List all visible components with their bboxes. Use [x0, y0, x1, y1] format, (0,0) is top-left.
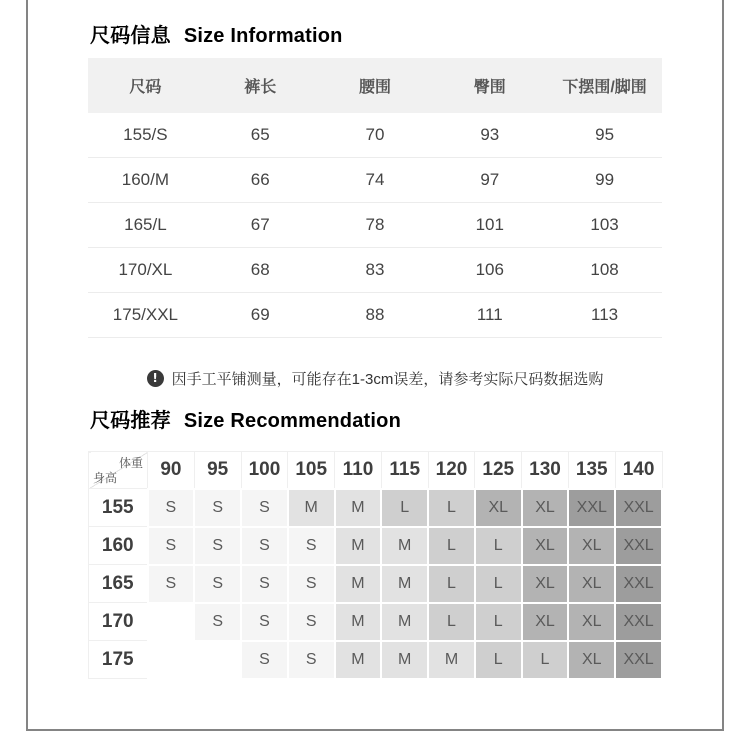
rec-size-cell: S: [194, 565, 241, 603]
size-value-cell: 113: [591, 305, 619, 324]
rec-corner-cell: [89, 452, 148, 489]
rec-size-cell: XXL: [615, 527, 662, 565]
size-value-cell: 74: [365, 170, 385, 189]
rec-size-cell: S: [148, 565, 195, 603]
rec-size-cell: XXL: [615, 565, 662, 603]
rec-size-cell: M: [335, 565, 382, 603]
height-row-header: 160: [89, 527, 148, 565]
weight-col-header: 100: [241, 452, 288, 489]
rec-size-cell: L: [475, 641, 522, 679]
size-value-cell: 68: [250, 260, 270, 279]
weight-col-header: 95: [194, 452, 241, 489]
rec-size-cell: XL: [568, 527, 615, 565]
size-value-cell: 70: [365, 125, 385, 144]
weight-col-header: 140: [615, 452, 662, 489]
height-row-header: 170: [89, 603, 148, 641]
rec-size-cell: L: [428, 565, 475, 603]
height-row-header: 175: [89, 641, 148, 679]
rec-row: [89, 603, 663, 641]
rec-size-cell: XL: [522, 527, 569, 565]
rec-size-cell: XL: [568, 565, 615, 603]
rec-size-cell: S: [288, 603, 335, 641]
weight-col-header: 115: [381, 452, 428, 489]
weight-col-header: 120: [428, 452, 475, 489]
rec-size-cell: M: [335, 489, 382, 527]
rec-size-cell: M: [335, 603, 382, 641]
height-row-header: 155: [89, 489, 148, 527]
table-row: [88, 158, 662, 203]
exclamation-circle-icon: !: [147, 370, 164, 387]
weight-col-header: 125: [475, 452, 522, 489]
weight-axis-label: 体重: [118, 456, 143, 470]
rec-size-cell: XXL: [615, 489, 662, 527]
rec-size-cell: M: [381, 641, 428, 679]
rec-size-cell: S: [288, 527, 335, 565]
rec-size-cell: M: [288, 489, 335, 527]
size-value-cell: 69: [250, 305, 270, 324]
rec-header-row: [89, 452, 663, 489]
size-value-cell: 103: [590, 215, 619, 234]
rec-size-cell: M: [381, 565, 428, 603]
measure-note-text: 因手工平铺测量，可能存在1-3cm误差，请参考实际尺码数据选购: [171, 371, 604, 388]
size-value-cell: 99: [595, 170, 615, 189]
size-table-body: [88, 113, 662, 338]
rec-size-cell: S: [241, 565, 288, 603]
rec-row: [89, 489, 663, 527]
rec-size-cell: S: [288, 565, 335, 603]
rec-size-cell: L: [475, 527, 522, 565]
rec-size-cell: L: [428, 527, 475, 565]
rec-size-cell: S: [241, 603, 288, 641]
size-rec-title: [90, 404, 401, 433]
size-value-cell: 66: [250, 170, 270, 189]
size-value-cell: 106: [475, 260, 504, 279]
height-row-header: 165: [89, 565, 148, 603]
rec-size-cell: S: [241, 527, 288, 565]
rec-size-cell: XL: [522, 565, 569, 603]
size-rec-title-zh: 尺码推荐: [90, 410, 171, 432]
height-axis-label: 身高: [93, 471, 118, 485]
rec-table-body: [89, 489, 663, 679]
size-value-cell: 83: [365, 260, 385, 279]
size-col-header: 下摆围/脚围: [562, 79, 647, 96]
size-value-cell: 78: [365, 215, 385, 234]
size-value-cell: 101: [475, 215, 504, 234]
size-col-header: 裤长: [244, 79, 277, 96]
rec-size-cell: XXL: [568, 489, 615, 527]
rec-size-cell: S: [241, 641, 288, 679]
size-info-title-en: Size Information: [183, 25, 343, 47]
size-label-cell: 165/L: [124, 215, 167, 234]
rec-size-cell: L: [428, 603, 475, 641]
rec-size-cell: XL: [522, 603, 569, 641]
rec-size-cell: S: [194, 489, 241, 527]
rec-size-cell: L: [381, 489, 428, 527]
rec-size-cell: L: [428, 489, 475, 527]
rec-size-cell: M: [428, 641, 475, 679]
size-value-cell: 88: [365, 305, 385, 324]
weight-col-header: 110: [335, 452, 382, 489]
rec-size-cell: S: [288, 641, 335, 679]
rec-size-cell: M: [381, 603, 428, 641]
rec-size-cell: M: [335, 527, 382, 565]
size-rec-title-en: Size Recommendation: [183, 410, 401, 432]
weight-col-header: 135: [568, 452, 615, 489]
table-row: [88, 113, 662, 158]
rec-size-cell: XXL: [615, 641, 662, 679]
rec-empty-cell: [194, 641, 241, 679]
size-label-cell: 170/XL: [118, 260, 173, 279]
rec-empty-cell: [148, 641, 195, 679]
table-row: [88, 203, 662, 248]
rec-empty-cell: [148, 603, 195, 641]
rec-size-cell: XL: [522, 489, 569, 527]
rec-size-cell: XL: [568, 603, 615, 641]
size-value-cell: 65: [250, 125, 270, 144]
size-recommendation-table: [88, 451, 663, 680]
weight-col-header: 90: [148, 452, 195, 489]
size-info-title-zh: 尺码信息: [90, 25, 171, 47]
rec-size-cell: M: [335, 641, 382, 679]
rec-size-cell: S: [194, 603, 241, 641]
rec-size-cell: S: [241, 489, 288, 527]
rec-size-cell: S: [148, 527, 195, 565]
size-info-table: [88, 58, 662, 338]
rec-size-cell: L: [475, 603, 522, 641]
size-table-header-row: [88, 58, 662, 113]
weight-col-header: 105: [288, 452, 335, 489]
size-value-cell: 108: [590, 260, 619, 279]
size-col-header: 腰围: [358, 79, 391, 96]
size-value-cell: 111: [476, 305, 503, 324]
rec-size-cell: L: [522, 641, 569, 679]
weight-col-header: 130: [522, 452, 569, 489]
table-row: [88, 293, 662, 338]
rec-row: [89, 527, 663, 565]
table-row: [88, 248, 662, 293]
size-label-cell: 160/M: [121, 170, 170, 189]
size-info-title: [90, 19, 343, 48]
size-value-cell: 97: [480, 170, 500, 189]
size-value-cell: 67: [250, 215, 270, 234]
size-label-cell: 155/S: [123, 125, 168, 144]
size-label-cell: 175/XXL: [112, 305, 179, 324]
size-value-cell: 95: [595, 125, 615, 144]
size-col-header: 臀围: [473, 79, 506, 96]
rec-row: [89, 565, 663, 603]
rec-size-cell: XL: [475, 489, 522, 527]
rec-size-cell: M: [381, 527, 428, 565]
rec-size-cell: S: [148, 489, 195, 527]
rec-row: [89, 641, 663, 679]
measure-note: [88, 368, 662, 389]
rec-size-cell: XXL: [615, 603, 662, 641]
rec-size-cell: XL: [568, 641, 615, 679]
size-value-cell: 93: [480, 125, 500, 144]
rec-size-cell: S: [194, 527, 241, 565]
rec-size-cell: L: [475, 565, 522, 603]
size-col-header: 尺码: [129, 79, 162, 96]
